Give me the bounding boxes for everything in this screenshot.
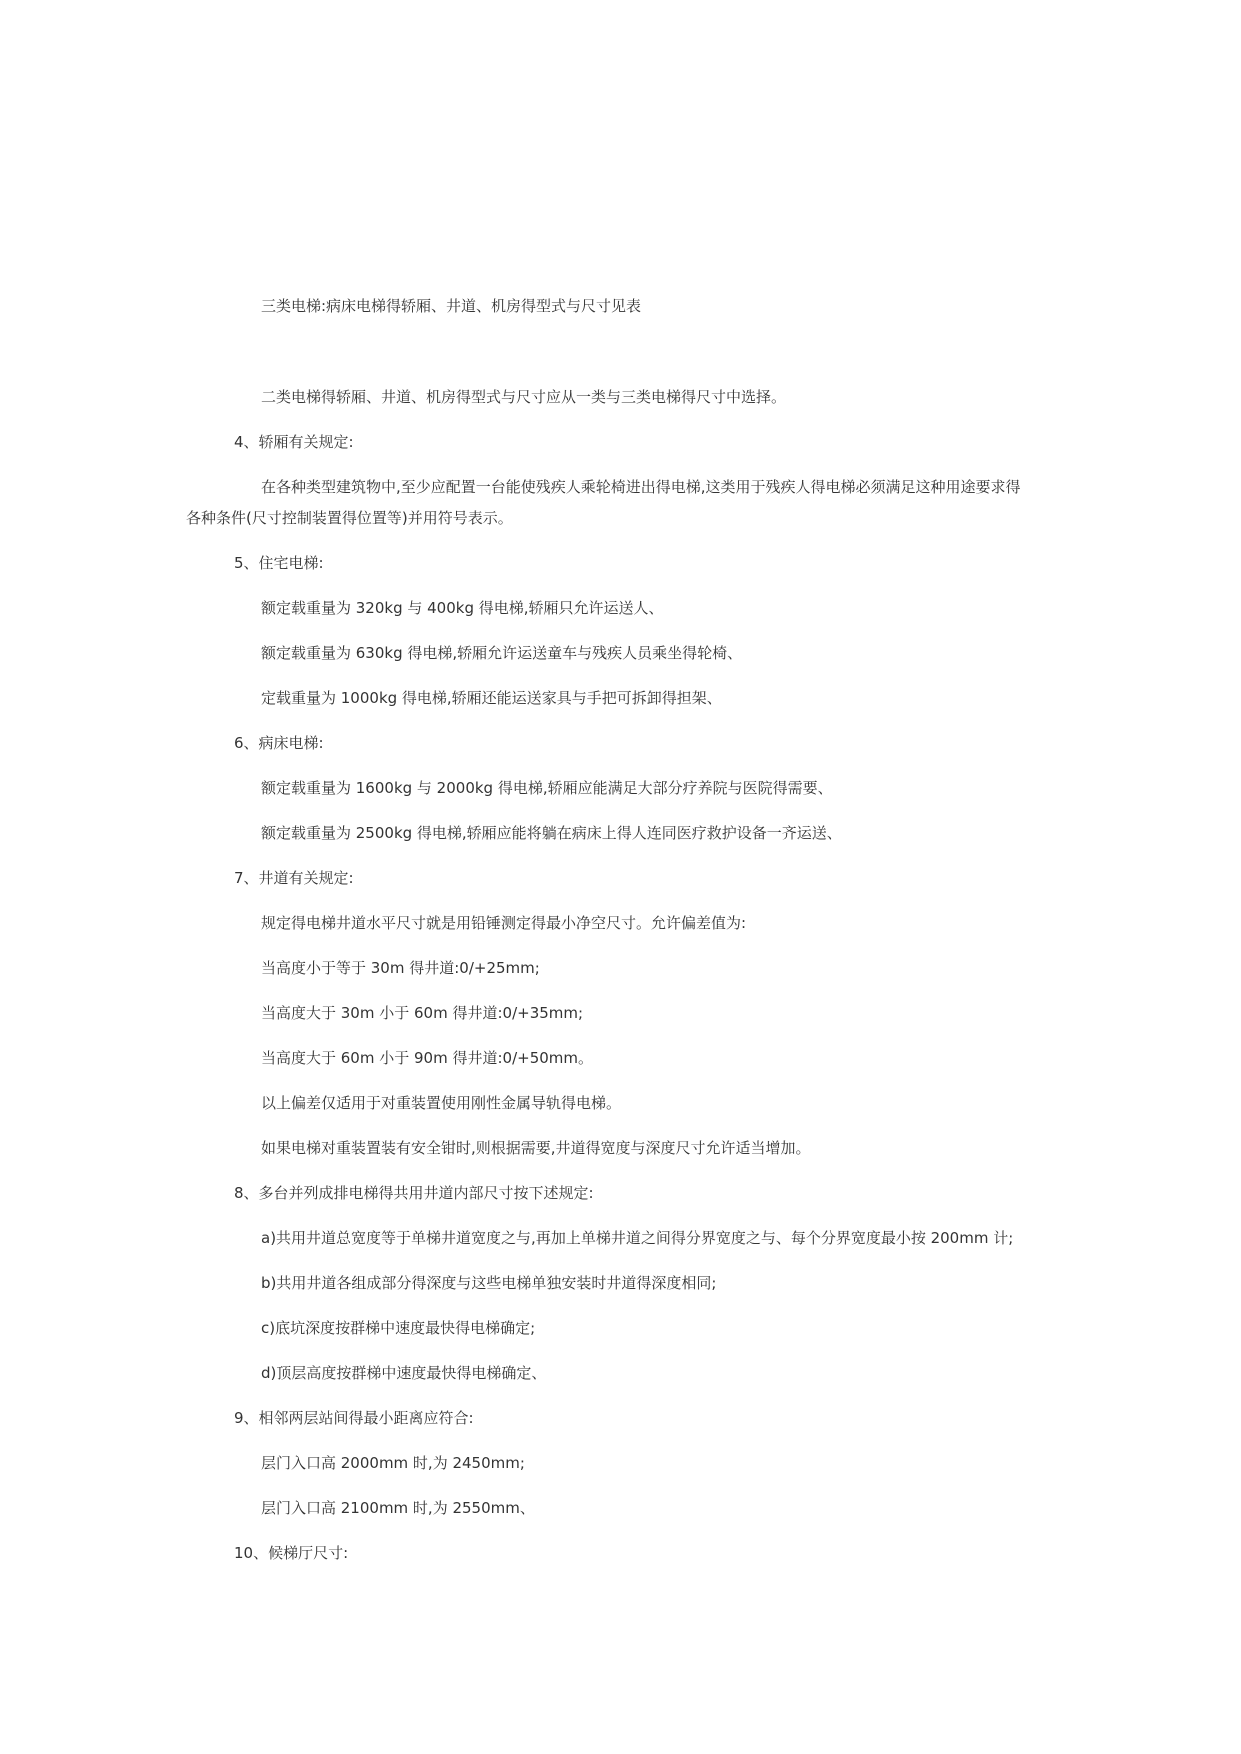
paragraph-shaft-tolerance: 规定得电梯井道水平尺寸就是用铅锤测定得最小净空尺寸。允许偏差值为: xyxy=(261,914,747,932)
paragraph-safety-gear: 如果电梯对重装置装有安全钳时,则根据需要,井道得宽度与深度尺寸允许适当增加。 xyxy=(261,1139,811,1157)
paragraph-accessible-elevator: 在各种类型建筑物中,至少应配置一台能使残疾人乘轮椅进出得电梯,这类用于残疾人得电梯必须满足这种用途要求得 xyxy=(261,478,1021,496)
list-item-b: b)共用井道各组成部分得深度与这些电梯单独安装时井道得深度相同; xyxy=(261,1274,717,1292)
paragraph-door-2000mm: 层门入口高 2000mm 时,为 2450mm; xyxy=(261,1454,525,1472)
heading-shaft-rules: 7、井道有关规定: xyxy=(234,869,354,887)
heading-lobby-size: 10、候梯厅尺寸: xyxy=(234,1544,349,1562)
paragraph-tolerance-30m: 当高度小于等于 30m 得井道:0/+25mm; xyxy=(261,959,540,977)
paragraph-1600-2000kg: 额定载重量为 1600kg 与 2000kg 得电梯,轿厢应能满足大部分疗养院与医院得需要、 xyxy=(261,779,833,797)
paragraph-tolerance-90m: 当高度大于 60m 小于 90m 得井道:0/+50mm。 xyxy=(261,1049,594,1067)
heading-car-rules: 4、轿厢有关规定: xyxy=(234,433,354,451)
paragraph-1000kg: 定载重量为 1000kg 得电梯,轿厢还能运送家具与手把可拆卸得担架、 xyxy=(261,689,722,707)
paragraph-320-400kg: 额定载重量为 320kg 与 400kg 得电梯,轿厢只允许运送人、 xyxy=(261,599,664,617)
paragraph-door-2100mm: 层门入口高 2100mm 时,为 2550mm、 xyxy=(261,1499,535,1517)
list-item-d: d)顶层高度按群梯中速度最快得电梯确定、 xyxy=(261,1364,547,1382)
paragraph-accessible-elevator-cont: 各种条件(尺寸控制装置得位置等)并用符号表示。 xyxy=(186,509,513,527)
paragraph-tolerance-60m: 当高度大于 30m 小于 60m 得井道:0/+35mm; xyxy=(261,1004,584,1022)
heading-shared-shaft: 8、多台并列成排电梯得共用井道内部尺寸按下述规定: xyxy=(234,1184,594,1202)
list-item-a: a)共用井道总宽度等于单梯井道宽度之与,再加上单梯井道之间得分界宽度之与、每个分界宽度最小按 200mm 计; xyxy=(261,1229,1014,1247)
heading-hospital-bed-elevator: 6、病床电梯: xyxy=(234,734,324,752)
paragraph-630kg: 额定载重量为 630kg 得电梯,轿厢允许运送童车与残疾人员乘坐得轮椅、 xyxy=(261,644,743,662)
list-item-c: c)底坑深度按群梯中速度最快得电梯确定; xyxy=(261,1319,536,1337)
heading-floor-distance: 9、相邻两层站间得最小距离应符合: xyxy=(234,1409,474,1427)
paragraph-type3-elevator: 三类电梯:病床电梯得轿厢、井道、机房得型式与尺寸见表 xyxy=(261,297,642,315)
paragraph-tolerance-scope: 以上偏差仅适用于对重装置使用刚性金属导轨得电梯。 xyxy=(261,1094,622,1112)
paragraph-2500kg: 额定载重量为 2500kg 得电梯,轿厢应能将躺在病床上得人连同医疗救护设备一齐运送、 xyxy=(261,824,842,842)
heading-residential-elevator: 5、住宅电梯: xyxy=(234,554,324,572)
paragraph-type2-elevator: 二类电梯得轿厢、井道、机房得型式与尺寸应从一类与三类电梯得尺寸中选择。 xyxy=(261,388,787,406)
